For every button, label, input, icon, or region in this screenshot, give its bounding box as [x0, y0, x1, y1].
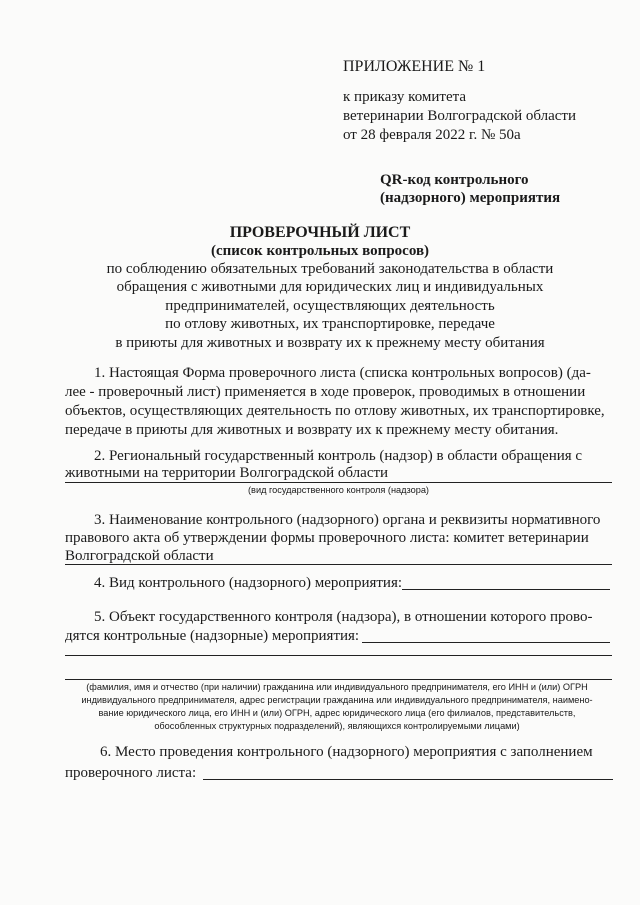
item5-input-line[interactable] [65, 655, 612, 656]
item5-input-line[interactable] [362, 642, 610, 643]
item5-caption: индивидуального предпринимателя, адрес регистрации гражданина или индивидуального предпринимателя, наимено- [81, 695, 593, 705]
item1-text: передаче в приюты для животных и возврату их к прежнему месту обитания. [65, 422, 559, 438]
item5-caption: вание юридического лица, его ИНН и (или) ОГРН, адрес юридического лица (его филиалов, представительств, [98, 708, 576, 718]
item3-text: Волгоградской области [65, 548, 214, 564]
heading-line: в приюты для животных и возврату их к прежнему месту обитания [115, 335, 545, 351]
item6-input-line[interactable] [203, 779, 613, 780]
item6-text: 6. Место проведения контрольного (надзорного) мероприятия с заполнением [100, 744, 593, 760]
item4-input-line[interactable] [402, 589, 610, 590]
heading-line: обращения с животными для юридических лиц и индивидуальных [116, 279, 544, 295]
heading-line: предпринимателей, осуществляющих деятельность [165, 298, 495, 314]
qr-code-label: QR-код контрольного [380, 172, 529, 188]
item1-text: объектов, осуществляющих деятельность по отлову животных, их транспортировке, [65, 403, 605, 419]
appendix-line: к приказу комитета [343, 89, 467, 105]
item6-text: проверочного листа: [65, 765, 197, 781]
item5-caption: (фамилия, имя и отчество (при наличии) гражданина или индивидуального предпринимателя, его ИНН и (или) ОГРН [86, 682, 588, 692]
appendix-line: ветеринарии Волгоградской области [343, 108, 576, 124]
item5-text: 5. Объект государственного контроля (надзора), в отношении которого прово- [94, 609, 593, 625]
item2-text: животными на территории Волгоградской области [65, 465, 389, 481]
item5-caption: обособленных структурных подразделений), являющихся контролируемыми лицами) [154, 721, 520, 731]
item4-text: 4. Вид контрольного (надзорного) мероприятия: [94, 575, 403, 591]
document-title: ПРОВЕРОЧНЫЙ ЛИСТ [229, 224, 411, 241]
qr-code-label: (надзорного) мероприятия [380, 190, 561, 206]
appendix-line: от 28 февраля 2022 г. № 50а [343, 127, 521, 143]
heading-line: по соблюдению обязательных требований законодательства в области [106, 261, 554, 277]
item2-caption: (вид государственного контроля (надзора) [248, 485, 429, 495]
item2-text: 2. Региональный государственный контроль (надзор) в области обращения с [94, 448, 583, 464]
item5-input-line[interactable] [65, 679, 612, 680]
item1-text: 1. Настоящая Форма проверочного листа (списка контрольных вопросов) (да- [94, 365, 591, 381]
item3-fill-line [65, 564, 612, 565]
appendix-title: ПРИЛОЖЕНИЕ № 1 [343, 58, 486, 75]
document-subtitle: (список контрольных вопросов) [210, 243, 430, 259]
item5-text: дятся контрольные (надзорные) мероприятия: [65, 628, 360, 644]
item2-fill-line [65, 482, 612, 483]
item3-text: правового акта об утверждении формы проверочного листа: комитет ветеринарии [65, 530, 589, 546]
item3-text: 3. Наименование контрольного (надзорного) органа и реквизиты нормативного [94, 512, 601, 528]
heading-line: по отлову животных, их транспортировке, передаче [165, 316, 495, 332]
item1-text: лее - проверочный лист) применяется в ходе проверок, проводимых в отношении [65, 384, 586, 400]
